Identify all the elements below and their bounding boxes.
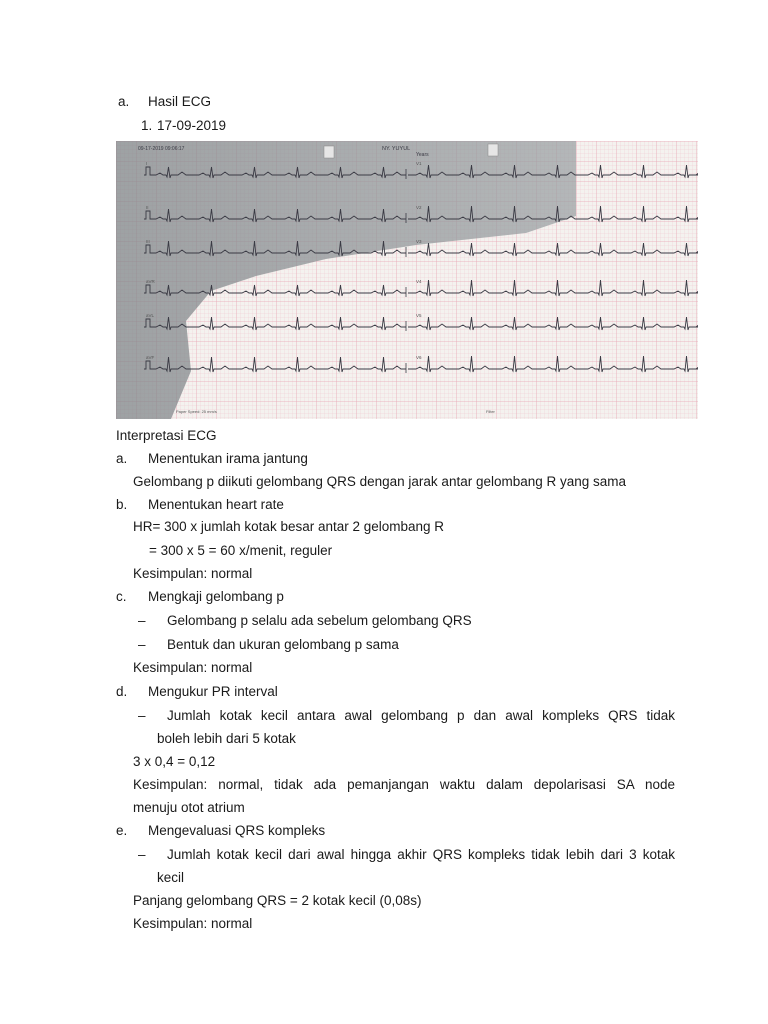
bullet-dash: – xyxy=(138,847,146,862)
section-c-bullet-1: Gelombang p selalu ada sebelum gelombang QRS xyxy=(167,613,472,628)
ecg-lead-label: V1 xyxy=(416,161,422,166)
subheading-date: 17-09-2019 xyxy=(157,118,227,133)
section-e-bullet-1-line-1: Jumlah kotak kecil dari awal hingga akhir QRS kompleks tidak lebih dari 3 kotak xyxy=(167,847,675,862)
ecg-lead-label: aVL xyxy=(146,313,155,318)
ecg-lead-label: V5 xyxy=(416,313,422,318)
bullet-dash: – xyxy=(138,637,146,652)
section-c-conclusion: Kesimpulan: normal xyxy=(133,660,253,675)
ecg-header-date: 09-17-2019 09:06:17 xyxy=(138,146,185,152)
paper-clip-left xyxy=(324,146,334,158)
ecg-lead-label: V2 xyxy=(416,205,422,210)
ecg-footer-filter: Filter xyxy=(486,409,495,414)
ecg-header-age: Years xyxy=(416,152,429,158)
ecg-lead-label: V6 xyxy=(416,355,422,360)
section-a-body: Gelombang p diikuti gelombang QRS dengan jarak antar gelombang R yang sama xyxy=(133,474,627,489)
section-b-conclusion: Kesimpulan: normal xyxy=(133,566,253,581)
section-b-title: Menentukan heart rate xyxy=(148,497,284,512)
section-b-result: = 300 x 5 = 60 x/menit, reguler xyxy=(149,543,333,558)
section-b-marker: b. xyxy=(116,497,128,512)
paper-clip-right xyxy=(488,144,498,156)
section-e-conclusion: Kesimpulan: normal xyxy=(133,916,253,931)
section-a-title: Menentukan irama jantung xyxy=(148,451,308,466)
section-d-calculation: 3 x 0,4 = 0,12 xyxy=(133,754,216,769)
section-d-title: Mengukur PR interval xyxy=(148,684,278,699)
section-d-bullet-1-line-2: boleh lebih dari 5 kotak xyxy=(157,731,296,746)
bullet-dash: – xyxy=(138,708,146,723)
ecg-lead-label: III xyxy=(146,239,150,244)
section-b-formula: HR= 300 x jumlah kotak besar antar 2 gelombang R xyxy=(133,519,445,534)
section-d-conclusion-line-1: Kesimpulan: normal, tidak ada pemanjangan waktu dalam depolarisasi SA node xyxy=(133,777,675,792)
section-d-conclusion-line-2: menuju otot atrium xyxy=(133,800,245,815)
section-c-title: Mengkaji gelombang p xyxy=(148,589,284,604)
section-e-bullet-1-line-2: kecil xyxy=(157,870,185,885)
section-e-marker: e. xyxy=(116,823,128,838)
section-e-title: Mengevaluasi QRS kompleks xyxy=(148,823,326,838)
bullet-dash: – xyxy=(138,613,146,628)
heading-text: Hasil ECG xyxy=(148,94,212,109)
ecg-header-name: NY. YUYUL xyxy=(382,146,411,152)
section-e-qrs-length: Panjang gelombang QRS = 2 kotak kecil (0,08s) xyxy=(133,893,422,908)
ecg-lead-label: aVF xyxy=(146,355,155,360)
subheading-marker: 1. xyxy=(141,118,153,133)
section-c-marker: c. xyxy=(116,589,127,604)
ecg-footer-speed: Paper Speed: 25 mm/s xyxy=(176,409,217,414)
section-d-bullet-1-line-1: Jumlah kotak kecil antara awal gelombang p dan awal kompleks QRS tidak xyxy=(167,708,675,723)
section-a-marker: a. xyxy=(116,451,128,466)
section-c-bullet-2: Bentuk dan ukuran gelombang p sama xyxy=(167,637,399,652)
ecg-photo xyxy=(116,141,698,419)
ecg-lead-label: II xyxy=(146,205,149,210)
ecg-lead-label: V4 xyxy=(416,279,422,284)
ecg-lead-label: V3 xyxy=(416,239,422,244)
heading-marker: a. xyxy=(118,94,130,109)
interpretation-title: Interpretasi ECG xyxy=(116,428,217,443)
ecg-lead-label: aVR xyxy=(146,279,155,284)
ecg-lead-label: I xyxy=(146,161,148,166)
section-d-marker: d. xyxy=(116,684,128,699)
ecg-strip-graphic xyxy=(116,141,698,419)
